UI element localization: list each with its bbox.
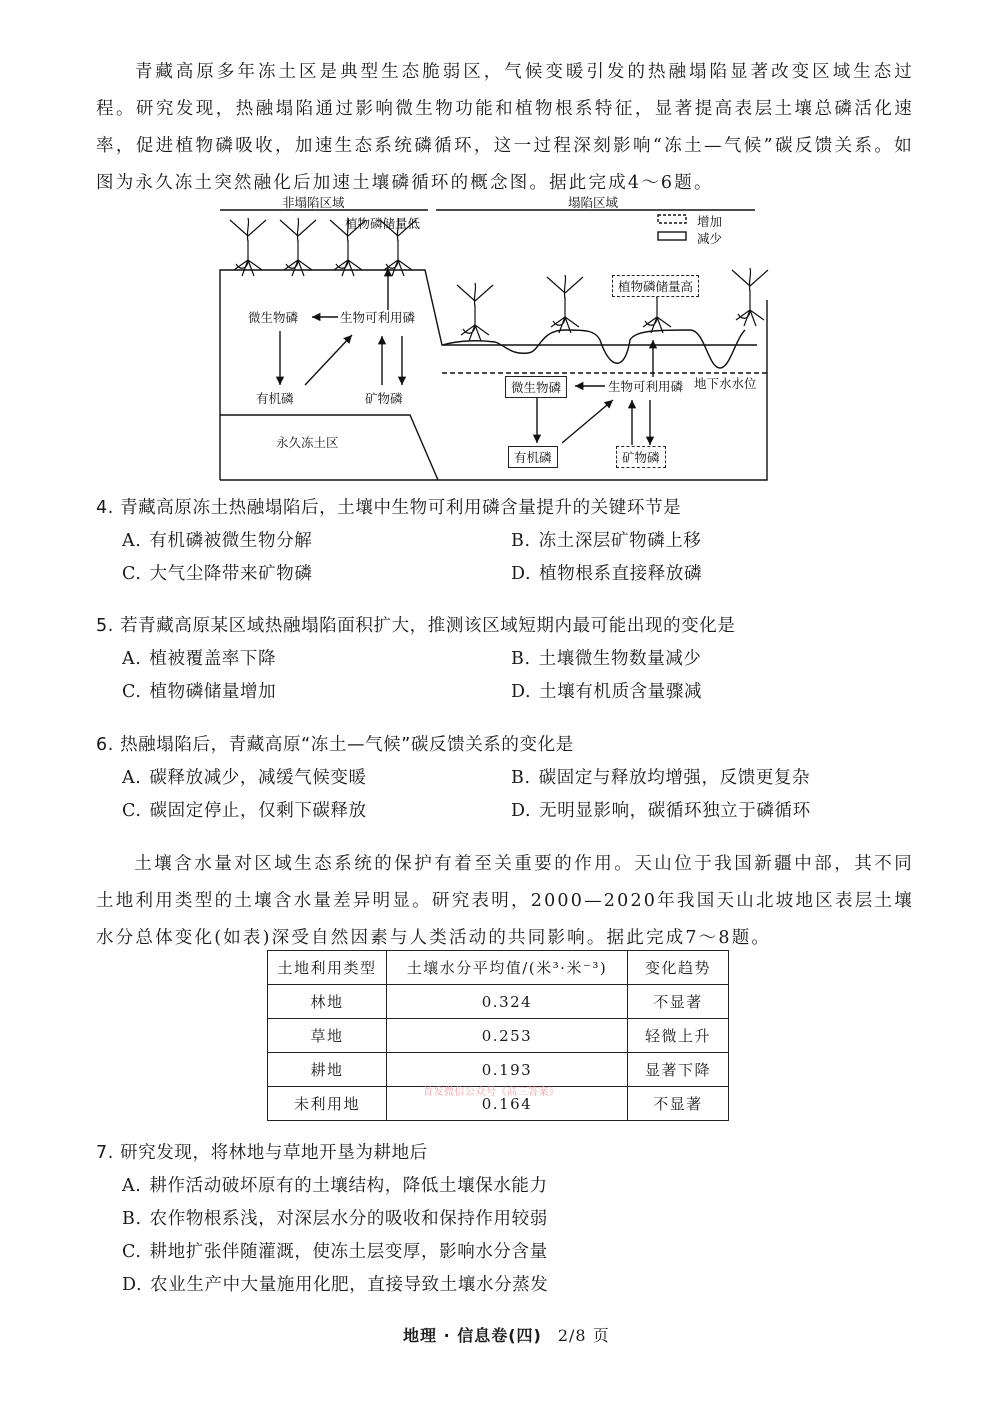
table-row [268,1053,729,1087]
plant-icon [732,268,768,326]
option-label: A. [122,768,142,788]
q6-option-d[interactable] [511,797,811,822]
option-label: D. [511,564,532,584]
option-label: A. [122,531,142,551]
legend-decrease-swatch [658,232,686,240]
organic-p-left: 有机磷 [256,391,294,406]
option-label: B. [511,649,531,669]
left-region-title: 非塌陷区域 [282,195,345,210]
option-label: B. [511,531,531,551]
passage-text: 土壤含水量对区域生态系统的保护有着至关重要的作用。天山位于我国新疆中部，其不同土地利用类型的土壤含水量差异明显。研究表明，2000—2020年我国天山北坡地区表层土壤水分总体变化(如表)深受自然因素与人类活动的共同影响。据此完成7～8题。 [96,854,914,948]
cell-land-use: 未利用地 [268,1087,387,1121]
passage-text: 青藏高原多年冻土区是典型生态脆弱区，气候变暖引发的热融塌陷显著改变区域生态过程。研究发现，热融塌陷通过影响微生物功能和植物根系特征，显著提高表层土壤总磷活化速率，促进植物磷吸收，加速生态系统磷循环，这一过程深刻影响“冻土—气候”碳反馈关系。如图为永久冻土突然融化后加速土壤磷循环的概念图。据此完成4～6题。 [96,62,914,193]
q7-option-a[interactable] [122,1172,548,1197]
option-label: D. [511,682,532,702]
table-row [268,1019,729,1053]
option-label: C. [122,682,142,702]
cell-trend: 显著下降 [628,1053,729,1087]
arrow-organic-to-bio-left [305,335,352,385]
option-label: A. [122,649,142,669]
header-soil-moisture: 土壤水分平均值/(米³·米⁻³) [387,951,628,985]
question-text: 青藏高原冻土热融塌陷后，土壤中生物可利用磷含量提升的关键环节是 [120,498,682,518]
bioavailable-p-left: 生物可利用磷 [340,310,416,325]
passage-intro-7-8 [96,846,914,957]
q5-option-a[interactable] [122,645,276,670]
header-trend: 变化趋势 [628,951,729,985]
option-label: A. [122,1176,142,1196]
question-6-stem [96,731,574,756]
option-label: B. [122,1209,142,1229]
option-text: 农作物根系浅，对深层水分的吸收和保持作用较弱 [149,1209,548,1229]
legend-increase-swatch [658,215,686,223]
microbial-p-left: 微生物磷 [248,310,299,325]
legend-decrease-label: 减少 [697,231,723,246]
arrow-organic-to-bio-right [562,400,613,443]
cell-land-use: 林地 [268,985,387,1019]
table-row [268,985,729,1019]
q4-option-c[interactable] [122,560,312,585]
option-label: C. [122,801,142,821]
plant-p-high-box: 植物磷储量高 [612,275,699,297]
q5-option-c[interactable] [122,678,276,703]
q4-option-d[interactable] [511,560,702,585]
legend-increase-label: 增加 [697,214,723,229]
page-footer [403,1323,610,1346]
option-text: 植被覆盖率下降 [149,649,277,669]
table-header-row [268,951,729,985]
cell-land-use: 草地 [268,1019,387,1053]
frame [220,300,767,480]
header-land-use: 土地利用类型 [268,951,387,985]
cell-land-use: 耕地 [268,1053,387,1087]
q7-option-d[interactable] [122,1271,548,1296]
phosphorus-cycle-diagram [210,190,780,485]
water-table-label: 地下水水位 [694,376,757,391]
option-text: 碳释放减少，减缓气候变暖 [149,768,367,788]
option-label: C. [122,1242,142,1262]
option-text: 植物磷储量增加 [149,682,277,702]
cell-moisture: 0.164 [387,1087,628,1121]
cell-trend: 不显著 [628,985,729,1019]
footer-title: 地理 · 信息卷(四) [403,1326,542,1345]
question-number: 4. [96,498,114,518]
option-label: D. [511,801,532,821]
q7-option-b[interactable] [122,1205,548,1230]
cell-moisture: 0.324 [387,985,628,1019]
passage-intro-4-6 [96,54,914,202]
option-label: B. [511,768,531,788]
q5-option-b[interactable] [511,645,702,670]
plant-p-low-label: 植物磷储量低 [345,216,421,231]
watermark: 首发微信公众号《高三答案》 [423,1087,560,1098]
q6-option-b[interactable] [511,764,810,789]
question-5-stem [96,612,735,637]
option-text: 大气尘降带来矿物磷 [149,564,313,584]
option-label: C. [122,564,142,584]
q4-option-b[interactable] [511,527,702,552]
option-text: 有机磷被微生物分解 [149,531,313,551]
option-text: 土壤微生物数量减少 [538,649,702,669]
question-number: 7. [96,1143,114,1163]
option-text: 冻土深层矿物磷上移 [538,531,702,551]
organic-p-right-box: 有机磷 [508,446,558,468]
question-text: 热融塌陷后，青藏高原“冻土—气候”碳反馈关系的变化是 [120,735,574,755]
option-text: 农业生产中大量施用化肥，直接导致土壤水分蒸发 [150,1275,549,1295]
plant-icon [280,218,316,276]
q4-option-a[interactable] [122,527,312,552]
question-number: 5. [96,616,114,636]
plant-icon [457,283,493,341]
mineral-p-right-box: 矿物磷 [616,446,666,468]
option-text: 耕地扩张伴随灌溉，使冻土层变厚，影响水分含量 [149,1242,548,1262]
question-7-stem [96,1139,428,1164]
option-text: 碳固定与释放均增强，反馈更复杂 [538,768,811,788]
q6-option-a[interactable] [122,764,367,789]
cell-moisture: 0.193 [387,1053,628,1087]
question-text: 若青藏高原某区域热融塌陷面积扩大，推测该区域短期内最可能出现的变化是 [120,616,736,636]
cell-trend: 轻微上升 [628,1019,729,1053]
question-text: 研究发现，将林地与草地开垦为耕地后 [120,1143,428,1163]
question-number: 6. [96,735,114,755]
microbial-p-right-box: 微生物磷 [505,376,567,398]
option-label: D. [122,1275,143,1295]
cell-trend: 不显著 [628,1087,729,1121]
mineral-p-left: 矿物磷 [365,391,403,406]
option-text: 植物根系直接释放磷 [539,564,703,584]
right-region-title: 塌陷区域 [568,195,619,210]
q6-option-c[interactable] [122,797,367,822]
collapsed-surface [442,330,745,368]
question-4-stem [96,494,681,519]
q7-option-c[interactable] [122,1238,548,1263]
plant-icon [230,218,266,276]
plant-icon [547,275,583,333]
page-number: 2/8 页 [557,1326,610,1345]
bioavailable-p-right: 生物可利用磷 [608,379,684,394]
option-text: 碳固定停止，仅剩下碳释放 [149,801,367,821]
q5-option-d[interactable] [511,678,702,703]
option-text: 无明显影响，碳循环独立于磷循环 [539,801,811,821]
cell-moisture: 0.253 [387,1019,628,1053]
option-text: 耕作活动破坏原有的土壤结构，降低土壤保水能力 [149,1176,548,1196]
option-text: 土壤有机质含量骤减 [539,682,703,702]
permafrost-label: 永久冻土区 [276,435,339,450]
